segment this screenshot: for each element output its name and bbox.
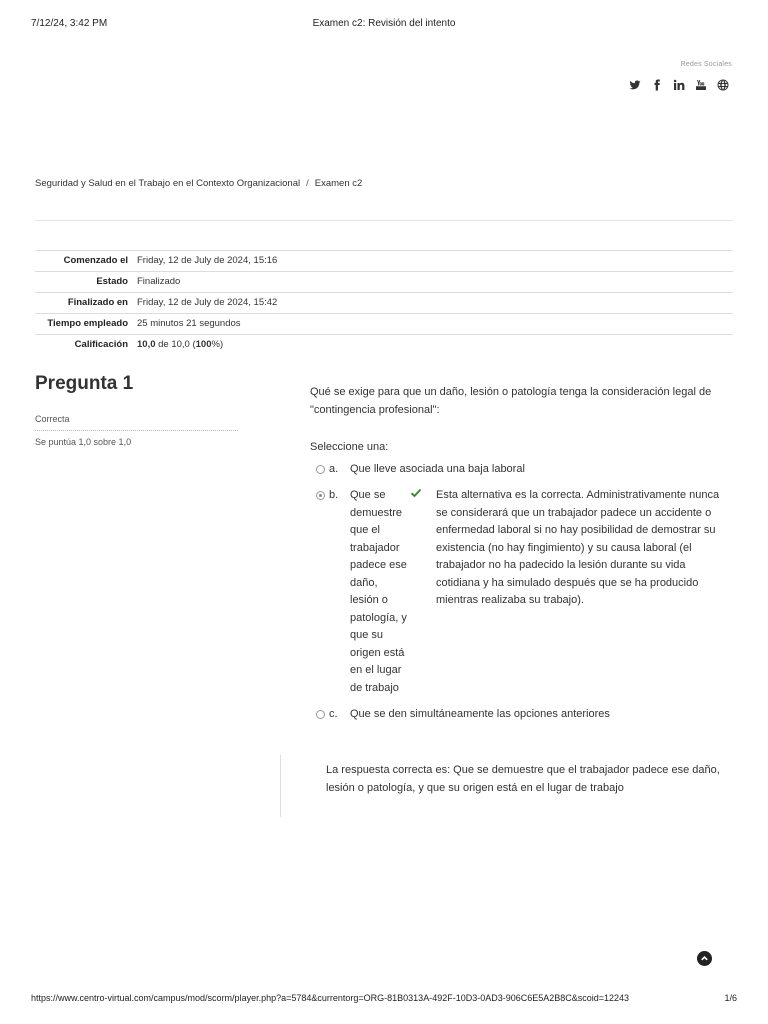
state-label: Estado — [96, 276, 128, 287]
grade-score: 10,0 — [137, 339, 156, 350]
summary-row-grade — [35, 335, 733, 356]
breadcrumb-current-link[interactable]: Examen c2 — [314, 178, 363, 189]
option-a-radio[interactable] — [316, 465, 325, 474]
question-grade: Se puntúa 1,0 sobre 1,0 — [35, 437, 132, 447]
option-a-text: Que lleve asociada una baja laboral — [350, 462, 525, 475]
question-content — [310, 384, 730, 733]
option-c[interactable] — [310, 706, 730, 724]
finished-label: Finalizado en — [67, 297, 128, 308]
finished-value: Friday, 12 de July de 2024, 15:42 — [137, 297, 278, 308]
back-to-top-button[interactable] — [697, 951, 712, 966]
option-c-letter: c. — [329, 708, 338, 720]
social-links — [628, 78, 730, 92]
option-b[interactable] — [310, 487, 730, 697]
started-label: Comenzado el — [63, 255, 128, 266]
answer-prompt: Seleccione una: — [310, 441, 389, 453]
print-datetime: 7/12/24, 3:42 PM — [31, 18, 108, 29]
answer-options — [310, 461, 730, 724]
grade-value — [133, 335, 733, 356]
print-footer — [31, 993, 737, 1007]
option-a-letter: a. — [329, 462, 339, 475]
youtube-icon[interactable] — [694, 78, 708, 92]
globe-icon[interactable] — [716, 78, 730, 92]
summary-row-finished — [35, 293, 733, 314]
question-text: Qué se exige para que un daño, lesión o patología tenga la consideración legal de "contingencia profesional": — [310, 386, 712, 416]
print-url: https://www.centro-virtual.com/campus/mod/scorm/player.php?a=5784&currentorg=ORG-81B0313A-492F-10D3-0AD3-906C6E5A2B8C&scoid=12243 — [31, 993, 630, 1003]
right-answer-feedback: La respuesta correcta es: Que se demuestre que el trabajador padece ese daño, lesión o patología, y que su origen está en el lugar de trabajo — [280, 755, 720, 817]
twitter-icon[interactable] — [628, 78, 642, 92]
correct-check-icon — [410, 487, 422, 499]
attempt-summary-table — [35, 250, 733, 355]
option-b-text: Que se demuestre que el trabajador padece ese daño, lesión o patología, y que su origen está en el lugar de trabajo — [350, 489, 407, 694]
time-value: 25 minutos 21 segundos — [137, 318, 241, 329]
summary-row-state — [35, 272, 733, 293]
question-state: Correcta — [35, 414, 238, 431]
option-c-radio[interactable] — [316, 710, 325, 719]
grade-label: Calificación — [74, 339, 128, 350]
started-value: Friday, 12 de July de 2024, 15:16 — [137, 255, 278, 266]
breadcrumb — [35, 178, 362, 189]
linkedin-icon[interactable] — [672, 78, 686, 92]
grade-percent: 100 — [195, 339, 212, 350]
summary-row-time — [35, 314, 733, 335]
breadcrumb-course-link[interactable]: Seguridad y Salud en el Trabajo en el Contexto Organizacional — [35, 178, 301, 189]
grade-end: %) — [211, 339, 224, 350]
facebook-icon[interactable] — [650, 78, 664, 92]
option-a[interactable] — [310, 461, 730, 479]
option-c-text: Que se den simultáneamente las opciones anteriores — [350, 708, 610, 720]
chevron-up-icon — [700, 954, 709, 963]
option-b-feedback: Esta alternativa es la correcta. Administrativamente nunca se considerará que un trabajador padece un accidente o enfermedad laboral si no hay posibilidad de demostrar su existencia (no hay fingimiento) y su causa laboral (el trabajador no ha padecido la lesión durante su vida cotidiana y ha simulado después que se ha producido mientras realizaba su trabajo). — [436, 489, 720, 606]
state-value: Finalizado — [137, 276, 181, 287]
breadcrumb-separator: / — [306, 178, 309, 189]
option-b-radio[interactable] — [316, 491, 325, 500]
print-page-number: 1/6 — [724, 993, 737, 1003]
grade-mid: de 10,0 ( — [155, 339, 196, 350]
question-title: Pregunta 1 — [35, 373, 134, 394]
social-caption: Redes Sociales — [680, 61, 732, 68]
time-label: Tiempo empleado — [47, 318, 128, 329]
option-b-letter: b. — [329, 489, 339, 501]
print-page-title: Examen c2: Revisión del intento — [312, 18, 456, 29]
question-info — [35, 370, 238, 447]
divider — [35, 220, 733, 221]
summary-row-started — [35, 251, 733, 272]
print-header — [31, 18, 737, 32]
